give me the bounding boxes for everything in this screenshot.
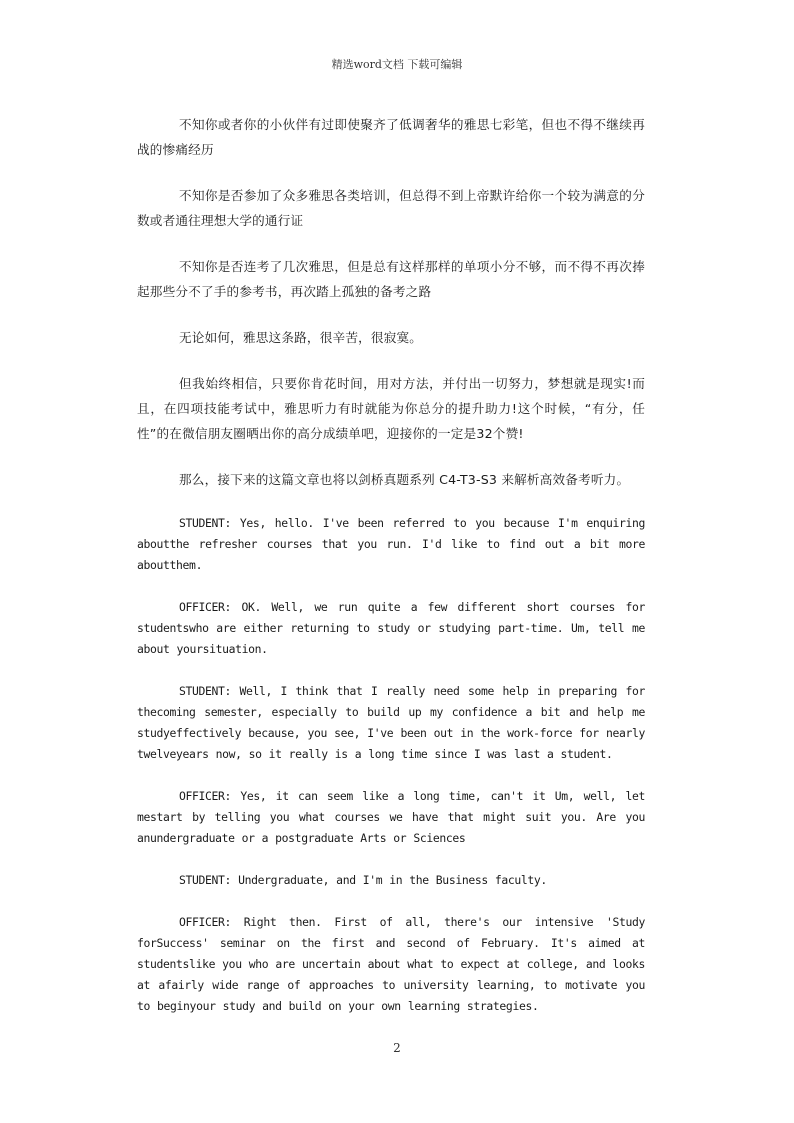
speaker-label: OFFICER: (179, 789, 232, 803)
paragraph-zh-1: 不知你或者你的小伙伴有过即使聚齐了低调奢华的雅思七彩笔，但也不得不继续再战的惨痛经历 (137, 117, 645, 157)
dialogue-text: Yes, it can seem like a long time, can't it Um, well, let mestart by telling you what courses we have that might suit you. Are you anundergraduate or a postgraduate Arts or Sciences (137, 789, 645, 845)
dialogue-line (137, 786, 645, 849)
dialogue-line (137, 870, 645, 891)
dialogue-line (137, 912, 645, 1017)
speaker-label: OFFICER: (179, 600, 232, 614)
dialogue-text: OK. Well, we run quite a few different short courses for studentswho are either returning to study or studying part-time. Um, tell me about yoursituation. (137, 600, 645, 656)
dialogue-line (137, 681, 645, 765)
dialogue-line (137, 513, 645, 576)
dialogue-text: Right then. First of all, there's our intensive 'Study forSuccess' seminar on the first and second of February. It's aimed at studentslike you who are uncertain about what to expect at college, and looks at afairly wide range of approaches to university learning, to motivate you to beginyour study and build on your own learning strategies. (137, 915, 645, 1013)
dialogue-line (137, 597, 645, 660)
speaker-label: STUDENT: (179, 516, 232, 530)
speaker-label: STUDENT: (179, 684, 232, 698)
dialogue-text: Undergraduate, and I'm in the Business faculty. (231, 873, 547, 887)
page-header: 精选word文档 下载可编辑 (331, 58, 463, 71)
speaker-label: STUDENT: (179, 873, 232, 887)
paragraph-zh-2: 不知你是否参加了众多雅思各类培训，但总得不到上帝默许给你一个较为满意的分数或者通往理想大学的通行证 (137, 188, 645, 228)
paragraph-zh-4: 无论如何，雅思这条路，很辛苦，很寂寞。 (179, 330, 423, 345)
paragraph-zh-3: 不知你是否连考了几次雅思，但是总有这样那样的单项小分不够，而不得不再次捧起那些分不了手的参考书，再次踏上孤独的备考之路 (137, 259, 645, 299)
page-number: 2 (393, 1041, 401, 1055)
dialogue-text: Well, I think that I really need some help in preparing for thecoming semester, especially to build up my confidence a bit and help me studyeffectively because, you see, I've been out in the work-force for nearly twelveyears now, so it really is a long time since I was last a student. (137, 684, 645, 761)
dialogue-text: Yes, hello. I've been referred to you because I'm enquiring aboutthe refresher courses that you run. I'd like to find out a bit more aboutthem. (137, 516, 645, 572)
speaker-label: OFFICER: (179, 915, 232, 929)
document-body (137, 112, 645, 1038)
paragraph-zh-5: 但我始终相信，只要你肯花时间，用对方法，并付出一切努力，梦想就是现实!而且，在四项技能考试中，雅思听力有时就能为你总分的提升助力!这个时候，“有分，任性”的在微信朋友圈晒出你的高分成绩单吧，迎接你的一定是32个赞! (137, 376, 645, 441)
paragraph-zh-6: 那么，接下来的这篇文章也将以剑桥真题系列 C4-T3-S3 来解析高效备考听力。 (179, 472, 630, 487)
